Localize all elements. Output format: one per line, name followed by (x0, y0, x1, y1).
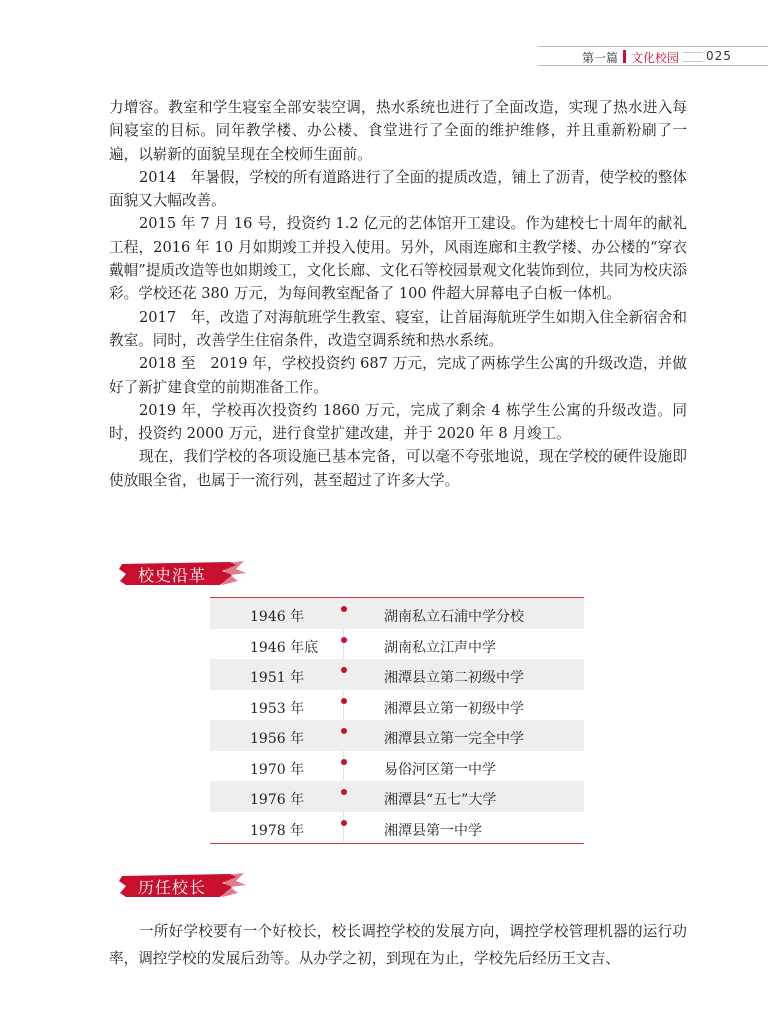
timeline-year: 1970 年 (250, 761, 305, 778)
timeline-row (210, 659, 584, 690)
paragraph: 2017 年，改造了对海航班学生教室、寝室，让首届海航班学生如期入住全新宿舍和教室。同时，改善学生住宿条件，改造空调系统和热水系统。 (109, 308, 687, 349)
timeline-dot-icon (341, 606, 347, 612)
timeline-row (210, 812, 584, 843)
header-ornament (683, 52, 703, 62)
section-title-history: 校史沿革 (138, 566, 207, 585)
timeline-year: 1946 年底 (250, 639, 319, 656)
timeline-dot-icon (341, 759, 347, 765)
timeline-row (210, 720, 584, 751)
timeline-school-name: 易俗河区第一中学 (384, 761, 496, 778)
timeline-row (210, 690, 584, 721)
timeline-school-name: 湘潭县立第一初级中学 (384, 700, 524, 717)
header-separator (623, 50, 626, 63)
timeline-dot-icon (341, 667, 347, 673)
history-timeline (210, 598, 584, 842)
paragraph: 2015 年 7 月 16 号，投资约 1.2 亿元的艺体馆开工建设。作为建校七十周年的献礼工程，2016 年 10 月如期竣工并投入使用。另外，风雨连廊和主教学楼、办公楼的“穿衣戴帽”提质改造等也如期竣工，文化长廊、文化石等校园景观文化装饰到位，共同为校庆添彩。学校还花 380 万元，为每间教室配备了 100 件超大屏幕电子白板一体机。 (109, 215, 687, 303)
timeline-row (210, 781, 584, 812)
paragraph: 2014 年暑假，学校的所有道路进行了全面的提质改造，铺上了沥青，使学校的整体面貌又大幅改善。 (109, 168, 687, 210)
section-title: 文化校园 (631, 51, 680, 65)
running-header (0, 42, 768, 72)
timeline-school-name: 湖南私立石浦中学分校 (384, 609, 524, 625)
header-rule-bottom (538, 65, 768, 66)
timeline-school-name: 湘潭县立第一完全中学 (384, 731, 524, 747)
page-number: 025 (706, 49, 732, 63)
section-heading-principals (118, 873, 248, 897)
timeline-year: 1978 年 (250, 822, 305, 839)
timeline-year: 1956 年 (250, 731, 305, 747)
timeline-row (210, 598, 584, 629)
paragraph: 2019 年，学校再次投资约 1860 万元，完成了剩余 4 栋学生公寓的升级改造。同时，投资约 2000 万元，进行食堂扩建改建，并于 2020 年 8 月竣工。 (109, 401, 687, 443)
timeline-dot-icon (341, 789, 347, 795)
timeline-row (210, 629, 584, 660)
timeline-school-name: 湘潭县立第二初级中学 (384, 670, 524, 686)
timeline-row (210, 751, 584, 782)
timeline-school-name: 湘潭县“五七”大学 (384, 792, 497, 808)
section-title-principals: 历任校长 (138, 878, 207, 897)
timeline-year: 1976 年 (250, 792, 305, 808)
principals-text (109, 918, 687, 972)
header-rule-top (538, 46, 768, 47)
timeline-dot-icon (341, 728, 347, 734)
section-heading-history (118, 561, 248, 585)
timeline-dot-icon (341, 820, 347, 826)
timeline-bottom-rule (210, 843, 584, 844)
paragraph: 一所好学校要有一个好校长，校长调控学校的发展方向，调控学校管理机器的运行功率，调控学校的发展后劲等。从办学之初，到现在为止，学校先后经历王文吉、 (109, 923, 687, 967)
paragraph: 现在，我们学校的各项设施已基本完备，可以毫不夸张地说，现在学校的硬件设施即使放眼全省，也属于一流行列，甚至超过了许多大学。 (109, 448, 687, 489)
timeline-year: 1946 年 (250, 609, 305, 625)
timeline-school-name: 湘潭县第一中学 (384, 822, 482, 839)
timeline-school-name: 湖南私立江声中学 (384, 639, 496, 656)
body-text (109, 96, 687, 492)
timeline-dot-icon (341, 637, 347, 643)
paragraph: 力增容。教室和学生寝室全部安装空调，热水系统也进行了全面改造，实现了热水进入每间寝室的目标。同年教学楼、办公楼、食堂进行了全面的维护维修，并且重新粉刷了一遍，以崭新的面貌呈现在全校师生面前。 (109, 99, 687, 163)
timeline-dot-icon (341, 698, 347, 704)
part-title: 第一篇 (582, 51, 619, 65)
timeline-year: 1953 年 (250, 700, 305, 717)
timeline-year: 1951 年 (250, 670, 305, 686)
paragraph: 2018 至 2019 年，学校投资约 687 万元，完成了两栋学生公寓的升级改造，并做好了新扩建食堂的前期准备工作。 (109, 355, 687, 396)
